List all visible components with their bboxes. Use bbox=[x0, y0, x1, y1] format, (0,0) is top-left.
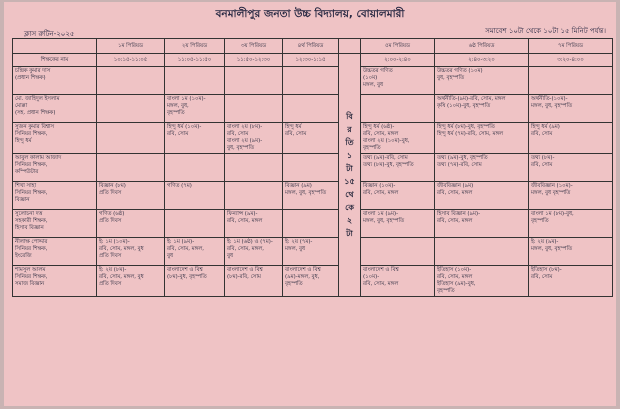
teacher-cell bbox=[13, 95, 97, 123]
class-cell bbox=[165, 154, 225, 182]
class-cell bbox=[165, 266, 225, 297]
class-line: বাংলাদেশ ও বিশ্ব bbox=[167, 267, 203, 273]
teacher-cell bbox=[13, 238, 97, 266]
class-cell bbox=[361, 238, 435, 266]
class-line: প্রতি দিবস bbox=[99, 253, 122, 259]
class-cell bbox=[225, 238, 283, 266]
class-line: রবি, সোম, মঙ্গল bbox=[437, 274, 473, 280]
class-cell bbox=[97, 154, 165, 182]
class-line: বৃহস্পতি bbox=[285, 281, 303, 287]
class-line: ই: ২য় (৮ম)- bbox=[99, 267, 127, 273]
class-line: গণিত (৬ষ্ঠ) bbox=[99, 211, 125, 217]
class-line: কৃষি (১০ম)-বুধ, বৃহস্পতি bbox=[437, 103, 491, 109]
teacher-cell bbox=[13, 154, 97, 182]
class-cell bbox=[529, 95, 613, 123]
class-cell bbox=[97, 95, 165, 123]
class-line: মঙ্গল, বুধ bbox=[285, 246, 306, 252]
class-line: বৃহস্পতি bbox=[531, 218, 549, 224]
class-line: রবি, সোম, মঙ্গল bbox=[437, 218, 473, 224]
class-cell bbox=[283, 95, 339, 123]
teacher-name-line: সুজন কুমার বিশ্বাস bbox=[15, 124, 55, 130]
teacher-name-line: মোল্লা bbox=[15, 103, 28, 109]
class-line: তথ্য (৯ম)-বুধ, বৃহস্পতি bbox=[437, 155, 488, 161]
teacher-row bbox=[13, 182, 613, 210]
class-line: বাংলা ১ম (৮ম)-বুধ, bbox=[531, 211, 574, 217]
class-line: হিন্দু ধর্ম (৮ম)-বুধ, বৃহস্পতি bbox=[437, 124, 495, 130]
break-char: ১৫ bbox=[344, 177, 355, 186]
header bbox=[4, 2, 616, 36]
class-line: বুধ bbox=[227, 253, 234, 259]
class-cell bbox=[165, 95, 225, 123]
teacher-name-line: হিন্দু ধর্ম bbox=[15, 138, 32, 144]
break-char: ১ bbox=[346, 151, 353, 160]
teacher-name-line: সিনিয়র শিক্ষক, bbox=[15, 190, 48, 196]
class-cell bbox=[165, 67, 225, 95]
break-char: বি bbox=[346, 112, 353, 121]
class-line: রবি, সোম bbox=[167, 131, 189, 137]
class-line: জীববিজ্ঞান (১০ম)- bbox=[531, 183, 573, 189]
class-cell bbox=[225, 182, 283, 210]
class-cell bbox=[283, 182, 339, 210]
class-line: বুধ bbox=[167, 253, 174, 259]
class-line: হিন্দু ধর্ম (৯ম) bbox=[531, 124, 560, 130]
routine-sheet bbox=[4, 2, 616, 406]
teacher-row bbox=[13, 154, 613, 182]
class-cell bbox=[225, 95, 283, 123]
class-line: মঙ্গল, বুধ bbox=[363, 82, 384, 88]
teacher-cell bbox=[13, 266, 97, 297]
class-cell bbox=[225, 210, 283, 238]
class-line: ইতিহাস (৮ম)- bbox=[531, 267, 562, 273]
class-line: (৯ম)-মঙ্গল, বুধ, bbox=[285, 274, 320, 280]
class-line: রবি, সোম bbox=[531, 131, 553, 137]
class-line: জীববিজ্ঞান (৯ম) bbox=[437, 183, 474, 189]
break-char: তি bbox=[345, 138, 354, 147]
class-cell bbox=[435, 67, 529, 95]
break-char: কে bbox=[345, 203, 354, 212]
class-line: বিজ্ঞান (৯ম) bbox=[285, 183, 312, 189]
class-cell bbox=[97, 266, 165, 297]
period-name: ৪র্থ পিরিয়ড bbox=[283, 39, 339, 54]
class-line: বিজ্ঞান (১০ম)- bbox=[363, 183, 396, 189]
class-cell bbox=[225, 266, 283, 297]
class-cell bbox=[97, 238, 165, 266]
class-line: মঙ্গল, বুধ, বৃহস্পতি bbox=[531, 246, 573, 252]
period-name: ৭ম পিরিয়ড bbox=[529, 39, 613, 54]
period-name: ৬ষ্ঠ পিরিয়ড bbox=[435, 39, 529, 54]
teacher-name-line: আবুল কালাম আজাদ bbox=[15, 155, 62, 161]
class-line: তথ্য (৮ম)-বুধ, বৃহস্পতি bbox=[363, 162, 414, 168]
teacher-name-line: সহকারী শিক্ষক, bbox=[15, 218, 48, 224]
class-cell bbox=[165, 210, 225, 238]
teacher-name-line: সিনিয়র শিক্ষক, bbox=[15, 246, 48, 252]
period-time: ১১:৫০-১২:৩০ bbox=[225, 54, 283, 67]
teacher-name-line: সিনিয়র শিক্ষক, bbox=[15, 162, 48, 168]
teacher-row bbox=[13, 266, 613, 297]
class-line: (১০ম) bbox=[363, 75, 378, 81]
class-line: রবি, সোম, মঙ্গল, bbox=[227, 246, 264, 252]
class-cell bbox=[97, 210, 165, 238]
class-line: রবি, সোম, মঙ্গল, bbox=[167, 246, 204, 252]
class-line: তথ্য (৮ম)- bbox=[531, 155, 555, 161]
teacher-row bbox=[13, 95, 613, 123]
class-cell bbox=[435, 238, 529, 266]
class-line: তথ্য (৭ম)-রবি, সোম bbox=[437, 162, 482, 168]
class-cell bbox=[165, 123, 225, 154]
class-line: রবি, সোম bbox=[227, 131, 249, 137]
teacher-cell bbox=[13, 210, 97, 238]
class-line: (১০ম)- bbox=[363, 274, 380, 280]
class-line: বাংলা ১ম (৯ম)- bbox=[363, 211, 399, 217]
class-cell bbox=[435, 123, 529, 154]
class-line: (৮ম)-বুধ, বৃহস্পতি bbox=[167, 274, 207, 280]
period-time: ২:৪০-৩:২০ bbox=[435, 54, 529, 67]
teacher-name-line: সিনিয়র শিক্ষক, bbox=[15, 274, 48, 280]
break-column bbox=[339, 54, 361, 297]
class-line: রবি, সোম bbox=[531, 162, 553, 168]
period-time: ১০:১৫-১১:০৫ bbox=[97, 54, 165, 67]
class-line: মঙ্গল, বুধ, বৃহস্পতি bbox=[285, 190, 327, 196]
class-line: বিজ্ঞান (৮ম) bbox=[99, 183, 126, 189]
teacher-name-line: মো. জাহিদুল ইসলাম bbox=[15, 96, 60, 102]
class-cell bbox=[435, 154, 529, 182]
class-line: মঙ্গল, বুধ, bbox=[167, 103, 189, 109]
class-line: বৃহস্পতি bbox=[437, 288, 455, 294]
class-line: বাংলা ২য় (৯ম)- bbox=[227, 138, 263, 144]
teacher-name-line: ইংরেজি bbox=[15, 253, 32, 259]
break-char: র bbox=[347, 125, 352, 134]
class-line: মঙ্গল, বুধ বৃহস্পতি bbox=[531, 190, 571, 196]
class-line: বাংলা ২য় (১০ম)-বুধ, bbox=[363, 138, 410, 144]
class-cell bbox=[165, 238, 225, 266]
class-cell bbox=[283, 266, 339, 297]
class-cell bbox=[225, 154, 283, 182]
class-line: মঙ্গল, বুধ, বৃহস্পতি bbox=[363, 218, 405, 224]
class-line: বাংলা ১ম (১০ম)- bbox=[167, 96, 206, 102]
teacher-cell bbox=[13, 123, 97, 154]
class-line: অর্থনীতি-(৯ম)-রবি, সোম, মঙ্গল bbox=[437, 96, 506, 102]
period-time: ২:০০-২:৪০ bbox=[361, 54, 435, 67]
class-line: হিন্দু ধর্ম bbox=[285, 124, 302, 130]
class-cell bbox=[529, 238, 613, 266]
period-name: ৩য় পিরিয়ড bbox=[225, 39, 283, 54]
class-cell bbox=[97, 182, 165, 210]
school-title: বনমালীপুর জনতা উচ্চ বিদ্যালয়, বোয়ালমারী bbox=[215, 8, 405, 20]
class-line: উচ্চতর গণিত (১০ম) bbox=[437, 68, 483, 74]
class-line: ইতিহাস (৯ম)-বুধ, bbox=[437, 281, 476, 287]
period-time-row bbox=[13, 54, 613, 67]
period-name-row bbox=[13, 39, 613, 54]
class-cell bbox=[283, 154, 339, 182]
class-line: (৮ম)-রবি, সোম bbox=[227, 274, 261, 280]
class-line: তথ্য (৯ম)-রবি, সোম bbox=[363, 155, 408, 161]
class-cell bbox=[283, 67, 339, 95]
period-time: ১২:৩০-১:১৫ bbox=[283, 54, 339, 67]
class-line: ইতিহাস (১০ম)- bbox=[437, 267, 472, 273]
break-char: টা bbox=[346, 164, 353, 173]
teacher-name-line: কম্পিউটার bbox=[15, 169, 39, 175]
class-line: ই: ১ম (১০ম)- bbox=[99, 239, 130, 245]
teacher-name-line: শামসুল আলম bbox=[15, 267, 46, 273]
break-header-cell bbox=[339, 39, 361, 54]
class-cell bbox=[283, 238, 339, 266]
header-corner bbox=[13, 39, 97, 54]
class-cell bbox=[435, 95, 529, 123]
class-cell bbox=[529, 123, 613, 154]
class-cell bbox=[225, 67, 283, 95]
period-name: ২য় পিরিয়ড bbox=[165, 39, 225, 54]
class-line: উচ্চতর গণিত bbox=[363, 68, 393, 74]
assembly-note: সমাবেশ ১০টা থেকে ১০টা ১৫ মিনিট পর্যন্ত। bbox=[485, 27, 606, 35]
class-cell bbox=[283, 210, 339, 238]
period-time: ৩:২০-৪:০০ bbox=[529, 54, 613, 67]
class-line: গণিত (৭ম) bbox=[167, 183, 192, 189]
teacher-name-line: হিসাব বিজ্ঞান bbox=[15, 225, 44, 231]
class-cell bbox=[361, 123, 435, 154]
teacher-name-line: শিখা সাহা bbox=[15, 183, 37, 189]
teacher-row bbox=[13, 238, 613, 266]
break-char: থে bbox=[345, 190, 354, 199]
class-line: ফিন্যান্স (৯ম)- bbox=[227, 211, 258, 217]
class-line: ই: ১ম (৯ম)- bbox=[167, 239, 195, 245]
class-cell bbox=[361, 210, 435, 238]
class-cell bbox=[529, 154, 613, 182]
class-line: রবি, সোম, মঙ্গল bbox=[437, 190, 473, 196]
period-name: ৫ম পিরিয়ড bbox=[361, 39, 435, 54]
routine-table bbox=[12, 38, 613, 297]
class-line: ই: ২য় (৭ম)- bbox=[285, 239, 313, 245]
class-cell bbox=[529, 266, 613, 297]
class-line: রবি, সোম, মঙ্গল bbox=[363, 190, 399, 196]
class-cell bbox=[165, 182, 225, 210]
class-cell bbox=[529, 182, 613, 210]
class-line: বৃহস্পতি bbox=[167, 110, 185, 116]
class-line: বাংলাদেশ ও বিশ্ব bbox=[285, 267, 321, 273]
class-line: রবি, সোম, মঙ্গল bbox=[227, 218, 263, 224]
class-cell bbox=[361, 266, 435, 297]
class-line: বাংলাদেশ ও বিশ্ব bbox=[363, 267, 399, 273]
class-line: বুধ, বৃহস্পতি bbox=[437, 75, 465, 81]
class-line: রবি, সোম bbox=[531, 274, 553, 280]
class-cell bbox=[361, 67, 435, 95]
teacher-name-line: সুলোচনা দত্ত bbox=[15, 211, 43, 217]
class-line: ই: ২য় (৯ম)- bbox=[531, 239, 559, 245]
class-cell bbox=[283, 123, 339, 154]
teacher-name-line: (সহ. প্রধান শিক্ষক) bbox=[15, 110, 56, 116]
class-line: রবি, সোম bbox=[285, 131, 307, 137]
break-char: টা bbox=[346, 229, 353, 238]
class-line: প্রতি দিবস bbox=[99, 218, 122, 224]
class-cell bbox=[361, 95, 435, 123]
class-line: হিন্দু ধর্ম (৬ষ্ঠ)- bbox=[363, 124, 395, 130]
teacher-column-header: শিক্ষকের নাম bbox=[13, 54, 97, 67]
period-name: ১ম পিরিয়ড bbox=[97, 39, 165, 54]
class-line: অর্থনীতি-(১০ম)- bbox=[531, 96, 568, 102]
class-line: রবি, সোম, মঙ্গল, বুধ bbox=[99, 246, 144, 252]
class-cell bbox=[97, 123, 165, 154]
class-line: হিন্দু ধর্ম (১০ম)- bbox=[167, 124, 202, 130]
class-line: হিসাব বিজ্ঞান (৯ম)- bbox=[437, 211, 481, 217]
teacher-cell bbox=[13, 182, 97, 210]
teacher-row bbox=[13, 210, 613, 238]
teacher-row bbox=[13, 67, 613, 95]
class-line: বৃহস্পতি bbox=[363, 145, 381, 151]
teacher-row bbox=[13, 123, 613, 154]
teacher-name-line: সমাজ বিজ্ঞান bbox=[15, 281, 45, 287]
class-line: বাংলাদেশ ও বিশ্ব bbox=[227, 267, 263, 273]
class-line: রবি, সোম, মঙ্গল, বুধ bbox=[99, 274, 144, 280]
class-cell bbox=[435, 210, 529, 238]
class-cell bbox=[225, 123, 283, 154]
break-char: ২ bbox=[346, 216, 353, 225]
class-line: বাংলা ২য় (৮ম)- bbox=[227, 124, 263, 130]
period-time: ১১:০৫-১১:৫০ bbox=[165, 54, 225, 67]
class-cell bbox=[529, 67, 613, 95]
teacher-name-line: বিজ্ঞান bbox=[15, 197, 30, 203]
class-cell bbox=[361, 154, 435, 182]
routine-label: ক্লাস রুটিন-২০২৫ bbox=[24, 30, 75, 38]
class-line: রবি, সোম, মঙ্গল bbox=[363, 281, 399, 287]
teacher-name-line: নীলাক্ষ পোদ্দার bbox=[15, 239, 48, 245]
class-line: প্রতি দিবস bbox=[99, 281, 122, 287]
class-line: মঙ্গল, বুধ, বৃহস্পতি bbox=[531, 103, 573, 109]
class-line: বুধ, বৃহস্পতি bbox=[227, 145, 255, 151]
class-cell bbox=[97, 67, 165, 95]
teacher-name-line: সিনিয়র শিক্ষক, bbox=[15, 131, 48, 137]
class-line: প্রতি দিবস bbox=[99, 190, 122, 196]
teacher-name-line: (প্রধান শিক্ষক) bbox=[15, 75, 46, 81]
class-cell bbox=[435, 266, 529, 297]
teacher-name-line: চন্দ্রিক কুমার দাস bbox=[15, 68, 51, 74]
class-cell bbox=[361, 182, 435, 210]
class-cell bbox=[529, 210, 613, 238]
class-line: রবি, সোম, মঙ্গল bbox=[363, 131, 399, 137]
class-cell bbox=[435, 182, 529, 210]
teacher-cell bbox=[13, 67, 97, 95]
class-line: হিন্দু ধর্ম (৭ম)-রবি, সোম, মঙ্গল bbox=[437, 131, 504, 137]
class-line: ই: ১ম (৬ষ্ঠ) ও (৭ম)- bbox=[227, 239, 273, 245]
